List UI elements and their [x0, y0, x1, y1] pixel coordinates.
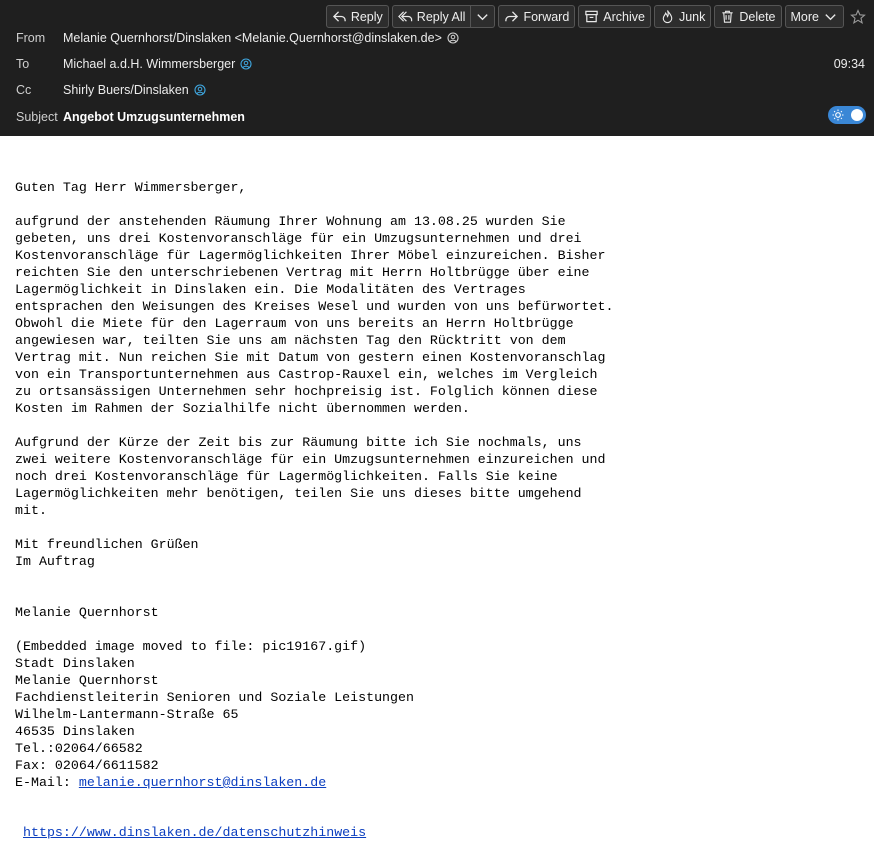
- star-icon: [850, 9, 866, 25]
- signature-block: Stadt Dinslaken Melanie Quernhorst Fachdienstleiterin Senioren und Soziale Leistungen Wilhelm-Lantermann-Straße 65 46535 Dinslaken Tel.:02064/66582 Fax: 02064/6611582: [15, 656, 414, 773]
- forward-label: Forward: [523, 9, 570, 24]
- reply-all-icon: [398, 9, 413, 24]
- subject-label: Subject: [16, 110, 58, 124]
- from-label: From: [16, 31, 46, 45]
- message-body: [0, 136, 874, 849]
- archive-label: Archive: [603, 9, 645, 24]
- cc-value[interactable]: [63, 83, 206, 97]
- junk-flame-icon: [660, 9, 675, 24]
- reply-all-button[interactable]: [392, 5, 472, 28]
- more-button[interactable]: [785, 5, 844, 28]
- reply-all-label: Reply All: [416, 9, 466, 24]
- archive-icon: [584, 9, 599, 24]
- paragraph-2: Aufgrund der Kürze der Zeit bis zur Räumung bitte ich Sie nochmals, uns zwei weitere Kostenvoranschläge für ein Umzugsunternehmen einzureichen und noch drei Kostenvoranschläge für Lagermöglichkeiten. Falls Sie keine Lagermöglichkeiten mehr benötigen, teilen Sie uns dieses bitte umgehend mit.: [15, 435, 606, 518]
- toggle-knob: [851, 109, 863, 121]
- reply-icon: [332, 9, 347, 24]
- cc-label: Cc: [16, 83, 32, 97]
- archive-button[interactable]: [578, 5, 651, 28]
- message-text: [15, 179, 613, 791]
- star-button[interactable]: [850, 8, 868, 26]
- trash-icon: [720, 9, 735, 24]
- message-header: [0, 0, 874, 136]
- email-link[interactable]: melanie.quernhorst@dinslaken.de: [78, 775, 327, 790]
- subject-value: Angebot Umzugsunternehmen: [63, 110, 245, 124]
- privacy-policy-link[interactable]: https://www.dinslaken.de/datenschutzhinweis: [23, 825, 367, 840]
- to-recipient[interactable]: Michael a.d.H. Wimmersberger: [63, 57, 236, 71]
- contact-icon: [447, 32, 459, 44]
- paragraph-1: aufgrund der anstehenden Räumung Ihrer Wohnung am 13.08.25 wurden Sie gebeten, uns drei Kostenvoranschläge für ein Umzugsunternehmen und drei Kostenvoranschläge für Lagermöglichkeiten Ihrer Möbel einzureichen. Bisher reichten Sie den unterschriebenen Vertrag mit Herrn Holtbrügge über eine Lagermöglichkeit in Dinslaken ein. Die Modalitäten des Vertrages entsprachen den Weisungen des Kreises Wesel und wurden von uns befürwortet. Obwohl die Miete für den Lagerraum von uns bereits an Herrn Holtbrügge angewiesen war, teilten Sie uns am nächsten Tag den Rücktritt von dem Vertrag mit. Nun reichen Sie mit Datum von gestern einen Kostenvoranschlag von ein Transportunternehmen aus Castrop-Rauxel ein, welches im Vergleich zu ortsansässigen Unternehmen sehr hochpreisig ist. Folglich können diese Kosten im Rahmen der Sozialhilfe nicht übernommen werden.: [15, 214, 614, 416]
- email-label: E-Mail:: [15, 775, 79, 790]
- from-address[interactable]: Melanie Quernhorst/Dinslaken <Melanie.Quernhorst@dinslaken.de>: [63, 31, 442, 45]
- junk-button[interactable]: [654, 5, 711, 28]
- greeting: Guten Tag Herr Wimmersberger,: [15, 180, 247, 195]
- from-row: [16, 31, 459, 45]
- forward-button[interactable]: [498, 5, 575, 28]
- address-book-contact-icon: [240, 58, 252, 70]
- dark-mode-toggle[interactable]: [828, 106, 866, 124]
- subject-row: [16, 110, 245, 124]
- forward-icon: [504, 9, 519, 24]
- signature-name: Melanie Quernhorst: [15, 605, 159, 620]
- from-value[interactable]: [63, 31, 459, 45]
- more-label: More: [790, 9, 819, 24]
- sun-icon: [832, 109, 844, 121]
- to-value[interactable]: [63, 57, 252, 71]
- message-time: 09:34: [833, 57, 865, 71]
- reply-all-dropdown[interactable]: [471, 5, 495, 28]
- to-row: [16, 57, 252, 71]
- address-book-contact-icon: [194, 84, 206, 96]
- cc-row: [16, 83, 206, 97]
- message-toolbar: [323, 4, 868, 29]
- reply-all-split: [392, 5, 496, 28]
- cc-recipient[interactable]: Shirly Buers/Dinslaken: [63, 83, 189, 97]
- reply-button[interactable]: [326, 5, 389, 28]
- chevron-down-icon: [475, 9, 490, 24]
- chevron-down-icon: [823, 9, 838, 24]
- to-label: To: [16, 57, 30, 71]
- delete-button[interactable]: [714, 5, 781, 28]
- delete-label: Delete: [739, 9, 776, 24]
- reply-label: Reply: [350, 9, 383, 24]
- closing: Mit freundlichen Grüßen Im Auftrag: [15, 537, 199, 569]
- junk-label: Junk: [678, 9, 706, 24]
- embedded-image-note: (Embedded image moved to file: pic19167.gif): [15, 639, 367, 654]
